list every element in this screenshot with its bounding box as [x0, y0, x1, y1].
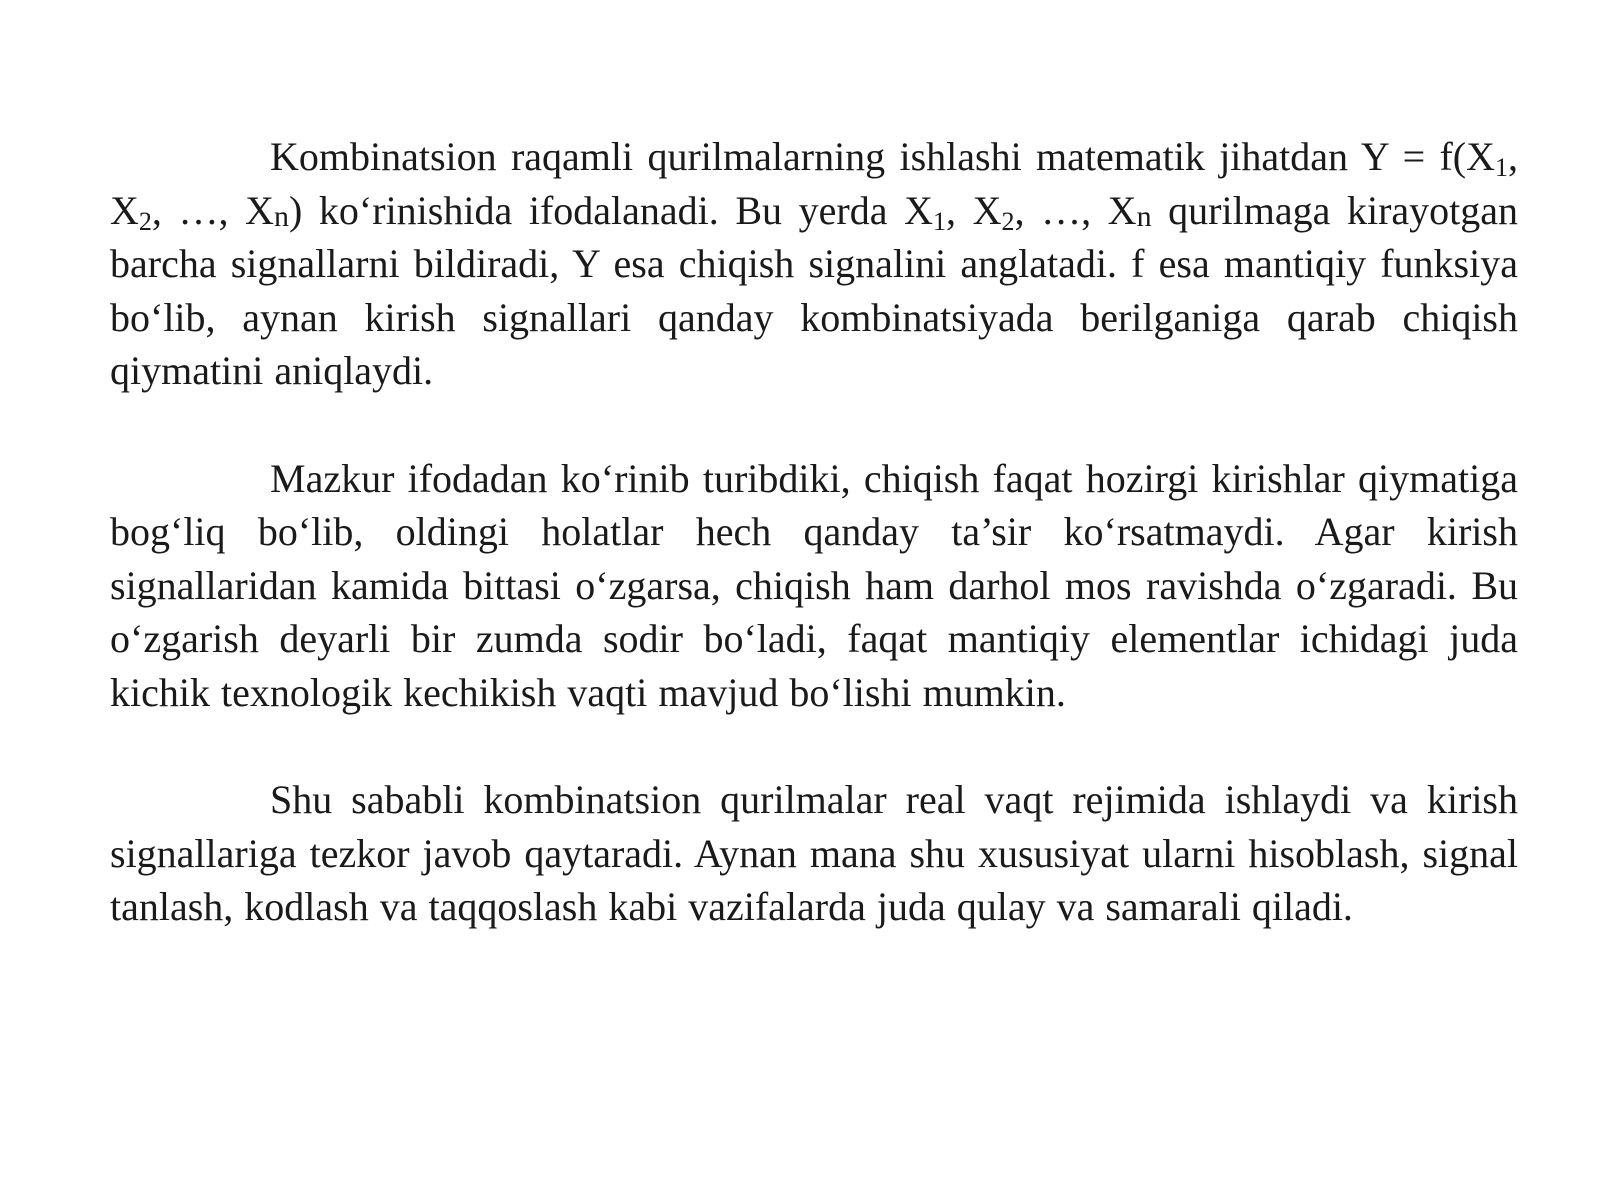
paragraph-1-text-g: qurilmaga kirayotgan barcha signallarni bildiradi, Y esa chiqish signalini anglatadi. f esa mantiqiy funksiya bo‘lib, aynan kirish signallari qanday kombinatsiyada berilganiga qarab chiqish qiymatini aniqlaydi.: [110, 187, 1519, 393]
subscript: 2: [138, 206, 152, 236]
paragraph-1-text-e: , X: [945, 187, 1002, 233]
subscript: n: [1136, 199, 1152, 233]
paragraph-2: Mazkur ifodadan ko‘rinib turibdiki, chiqish faqat hozirgi kirishlar qiymatiga bog‘liq bo‘lib, oldingi holatlar hech qanday ta’sir ko‘rsatmaydi. Agar kirish signallaridan kamida bittasi o‘zgarsa, chiqish ham darhol mos ravishda o‘zgaradi. Bu o‘zgarish deyarli bir zumda sodir bo‘ladi, faqat mantiqiy elementlar ichidagi juda kichik texnologik kechikish vaqti mavjud bo‘lishi mumkin.: [110, 455, 1518, 715]
paragraph-1-text-c: , …, X: [151, 187, 274, 233]
paragraph-1-text-a: Kombinatsion raqamli qurilmalarning ishlashi matematik jihatdan Y = f(X: [270, 134, 1495, 179]
subscript: 1: [932, 206, 946, 236]
subscript: n: [274, 199, 289, 233]
paragraph-1-text-d: ) ko‘rinishida ifodalanadi. Bu yerda X: [289, 187, 933, 233]
paragraph-3: Shu sababli kombinatsion qurilmalar real vaqt rejimida ishlaydi va kirish signallariga tezkor javob qaytaradi. Aynan mana shu xususiyat ularni hisoblash, signal tanlash, kodlash va taqqoslash kabi vazifalarda juda qulay va samarali qiladi.: [110, 777, 1518, 929]
paragraph-1-text-f: , …, X: [1014, 187, 1137, 233]
subscript: 2: [1001, 206, 1015, 236]
subscript: 1: [1495, 153, 1508, 182]
document-body: [110, 130, 1518, 988]
paragraph-1: [110, 130, 1518, 398]
paragraph-1-text-b: , X: [110, 134, 1518, 233]
